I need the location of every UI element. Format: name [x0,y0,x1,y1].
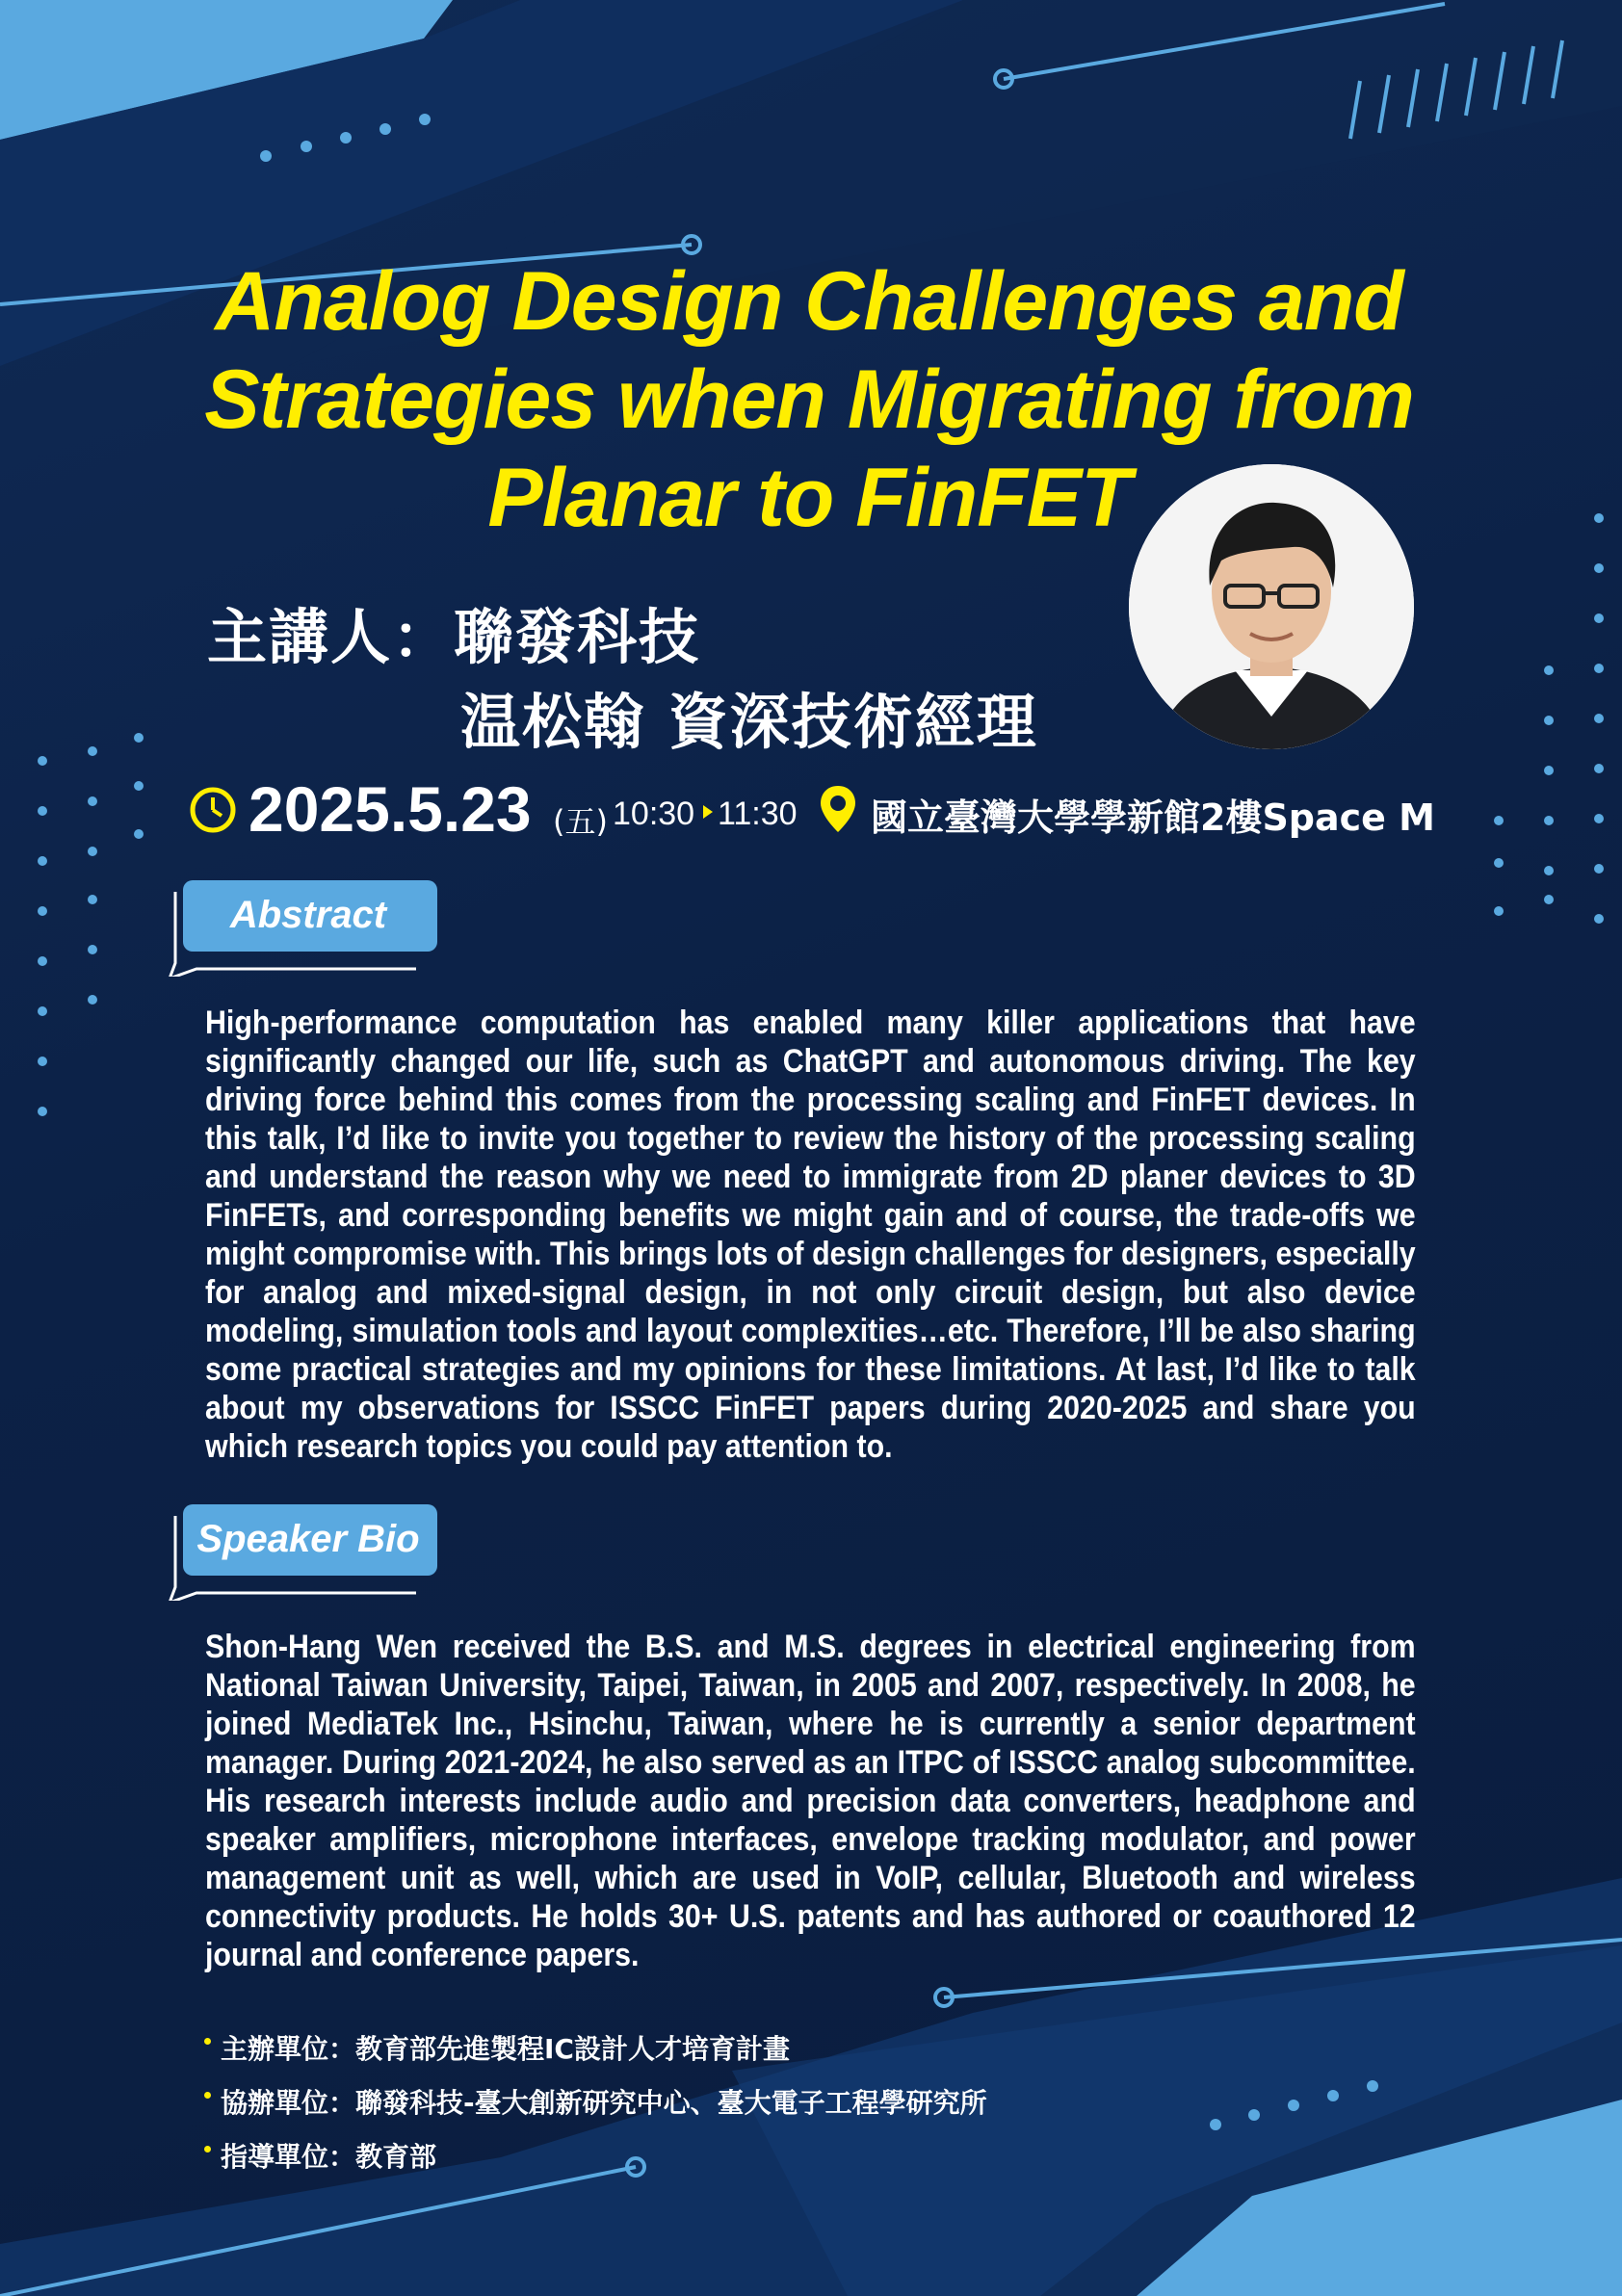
abstract-text: High-performance computation has enabled many killer applications that have significantly changed our life, such as ChatGPT and autonomous driving. The key driving force behind this comes from the processing scaling and FinFET devices. In this talk, I’d like to invite you together to review the history of the processing scaling and understand the reason why we need to immigrate from 2D planer devices to 3D FinFETs, and corresponding benefits we might gain and of course, the trade-offs we might compromise with. This brings lots of design challenges for designers, especially for analog and mixed-signal design, in not only circuit design, but also device modeling, simulation tools and layout complexities…etc. Therefore, I’ll be also sharing some practical strategies and my opinions for these limitations. At last, I’d like to talk about my observations for ISSCC FinFET papers during 2020-2025 and share you which research topics you could pay attention to. [205,1004,1416,1465]
event-weekday: (五) [553,803,608,840]
title-line-1: Analog Design Challenges and [215,255,1403,348]
organizer-host: 主辦單位：教育部先進製程IC設計人才培育計畫 [204,2028,790,2067]
time-arrow-icon [703,805,713,819]
clock-icon [189,786,237,834]
event-venue: 國立臺灣大學學新館2樓Space M [871,796,1435,839]
speaker-photo [1129,464,1414,749]
speaker-affiliation: 主講人：聯發科技 [207,602,701,672]
event-time-start: 10:30 [613,796,695,832]
organizer-supervisor: 指導單位：教育部 [204,2136,436,2175]
abstract-heading: Abstract [229,894,387,936]
organizer-co-host: 協辦單位：聯發科技-臺大創新研究中心、臺大電子工程學研究所 [204,2082,987,2121]
event-date: 2025.5.23 [249,773,532,845]
bullet-icon [204,2092,211,2099]
speaker-name-title: 温松翰 資深技術經理 [460,687,1038,757]
bio-speaker-name: Shon-Hang Wen [205,1629,438,1665]
event-time-end: 11:30 [718,796,798,832]
event-datetime-location [189,770,1441,848]
location-pin-icon [819,784,857,834]
bio-heading: Speaker Bio [196,1518,420,1560]
bio-body: received the B.S. and M.S. degrees in electrical engineering from National Taiwan University, Taipei, Taiwan, in 2005 and 2007, respectively. In 2008, he joined MediaTek Inc., Hsinchu, Taiwan, where he is currently a senior department manager. During 2021-2024, he also served as an ITPC of ISSCC analog subcommittee. His research interests include audio and precision data converters, headphone and speaker amplifiers, microphone interfaces, envelope tracking modulator, and power management unit as well, which are used in VoIP, cellular, Bluetooth and wireless connectivity products. He holds 30+ U.S. patents and has authored or coauthored 12 journal and conference papers. [205,1629,1416,1973]
title-line-2: Strategies when Migrating from [204,353,1414,446]
title-line-3: Planar to FinFET [487,452,1131,544]
bullet-icon [204,2038,211,2045]
bullet-icon [204,2146,211,2152]
bio-text [205,1628,1416,1974]
